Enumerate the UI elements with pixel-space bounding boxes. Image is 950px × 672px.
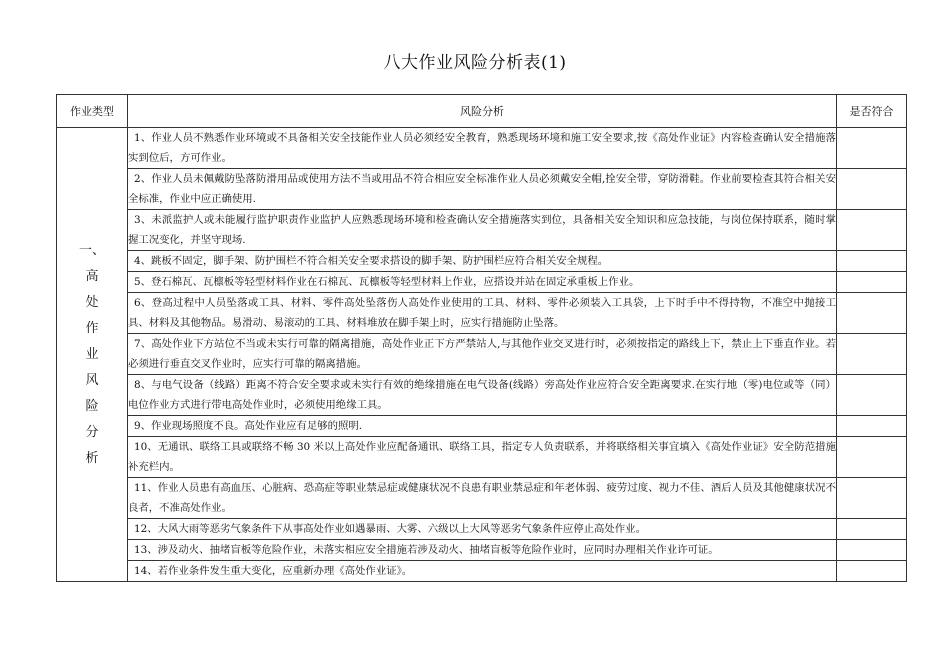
compliance-cell[interactable]	[837, 478, 907, 519]
risk-item-text: 2、作业人员未佩戴防坠落防滑用品或使用方法不当或用品不符合相应安全标准作业人员必须戴安全帽,拴安全带，穿防滑鞋。作业前要检查其符合相关安全标准，作业中应正确使用.	[128, 169, 837, 210]
risk-item-text: 9、作业现场照度不良。高处作业应有足够的照明.	[128, 416, 837, 437]
category-char: 作	[85, 320, 99, 336]
table-row	[57, 210, 907, 251]
risk-item-text: 8、与电气设备（线路）距离不符合安全要求或未实行有效的绝缘措施在电气设备(线路）旁高处作业应符合安全距离要求.在实行地（零)电位或等（同）电位作业方式进行带电高处作业时，必须使用绝缘工具。	[128, 375, 837, 416]
table-row	[57, 519, 907, 540]
table-row	[57, 375, 907, 416]
compliance-cell[interactable]	[837, 272, 907, 293]
table-row	[57, 251, 907, 272]
category-char: 险	[85, 398, 99, 414]
table-row	[57, 540, 907, 561]
risk-item-text: 13、涉及动火、抽堵盲板等危险作业，未落实相应安全措施若涉及动火、抽堵盲板等危险作业时，应同时办理相关作业许可证。	[128, 540, 837, 561]
table-row	[57, 169, 907, 210]
risk-item-text: 14、若作业条件发生重大变化，应重新办理《高处作业证》。	[128, 561, 837, 582]
compliance-cell[interactable]	[837, 210, 907, 251]
header-compliance: 是否符合	[837, 95, 907, 128]
page-title: 八大作业风险分析表(1)	[383, 53, 567, 73]
risk-item-text: 1、作业人员不熟悉作业环境或不具备相关安全技能作业人员必须经安全教育，熟悉现场环境和施工安全要求,按《高处作业证》内容检查确认安全措施落实到位后，方可作业。	[128, 128, 837, 169]
category-char: 一、	[78, 242, 105, 258]
compliance-cell[interactable]	[837, 561, 907, 582]
risk-item-text: 3、未派监护人或未能履行监护职责作业监护人应熟悉现场环境和检查确认安全措施落实到位，具备相关安全知识和应急技能，与岗位保持联系，随时掌握工况变化，并坚守现场.	[128, 210, 837, 251]
risk-item-text: 5、登石棉瓦、瓦檩板等轻型材料作业在石棉瓦、瓦檩板等轻型材料上作业，应搭设并站在固定承重板上作业。	[128, 272, 837, 293]
table-row	[57, 561, 907, 582]
category-char: 处	[85, 294, 99, 310]
table-row	[57, 272, 907, 293]
table-header-row	[57, 95, 907, 128]
risk-item-text: 4、跳板不固定，脚手架、防护围栏不符合相关安全要求搭设的脚手架、防护围栏应符合相关安全规程。	[128, 251, 837, 272]
compliance-cell[interactable]	[837, 540, 907, 561]
category-char: 风	[85, 372, 99, 388]
header-work-type: 作业类型	[57, 95, 128, 128]
category-char: 析	[85, 450, 99, 466]
table-row	[57, 478, 907, 519]
compliance-cell[interactable]	[837, 251, 907, 272]
table-row	[57, 128, 907, 169]
compliance-cell[interactable]	[837, 437, 907, 478]
risk-item-text: 12、大风大雨等恶劣气象条件下从事高处作业如遇暴雨、大雾、六级以上大风等恶劣气象条件应停止高处作业。	[128, 519, 837, 540]
compliance-cell[interactable]	[837, 169, 907, 210]
compliance-cell[interactable]	[837, 375, 907, 416]
category-cell	[57, 128, 128, 582]
compliance-cell[interactable]	[837, 128, 907, 169]
compliance-cell[interactable]	[837, 416, 907, 437]
risk-item-text: 7、高处作业下方站位不当或未实行可靠的隔离措施，高处作业正下方严禁站人,与其他作业交叉进行时，必须按指定的路线上下，禁止上下垂直作业。若必须进行垂直交叉作业时，应实行可靠的隔离措施。	[128, 334, 837, 375]
compliance-cell[interactable]	[837, 334, 907, 375]
risk-item-text: 6、登高过程中人员坠落或工具、材料、零件高处坠落伤人高处作业使用的工具、材料、零件必须装入工具袋，上下时手中不得持物，不准空中抛接工具、材料及其他物品。易滑动、易滚动的工具、材料堆放在脚手架上时，应实行措施防止坠落。	[128, 293, 837, 334]
compliance-cell[interactable]	[837, 293, 907, 334]
table-row	[57, 416, 907, 437]
table-row	[57, 293, 907, 334]
table-row	[57, 437, 907, 478]
table-row	[57, 334, 907, 375]
risk-analysis-table	[56, 94, 907, 582]
compliance-cell[interactable]	[837, 519, 907, 540]
header-risk-analysis: 风险分析	[128, 95, 837, 128]
category-char: 业	[85, 346, 99, 362]
category-char: 高	[85, 268, 99, 284]
category-char: 分	[85, 424, 99, 440]
risk-item-text: 10、无通讯、联络工具或联络不畅 30 米以上高处作业应配备通讯、联络工具，指定专人负责联系，并将联络相关事宜填入《高处作业证》安全防范措施补充栏内。	[128, 437, 837, 478]
risk-item-text: 11、作业人员患有高血压、心脏病、恐高症等职业禁忌症或健康状况不良患有职业禁忌症和年老体弱、疲劳过度、视力不佳、酒后人员及其他健康状况不良者，不准高处作业。	[128, 478, 837, 519]
